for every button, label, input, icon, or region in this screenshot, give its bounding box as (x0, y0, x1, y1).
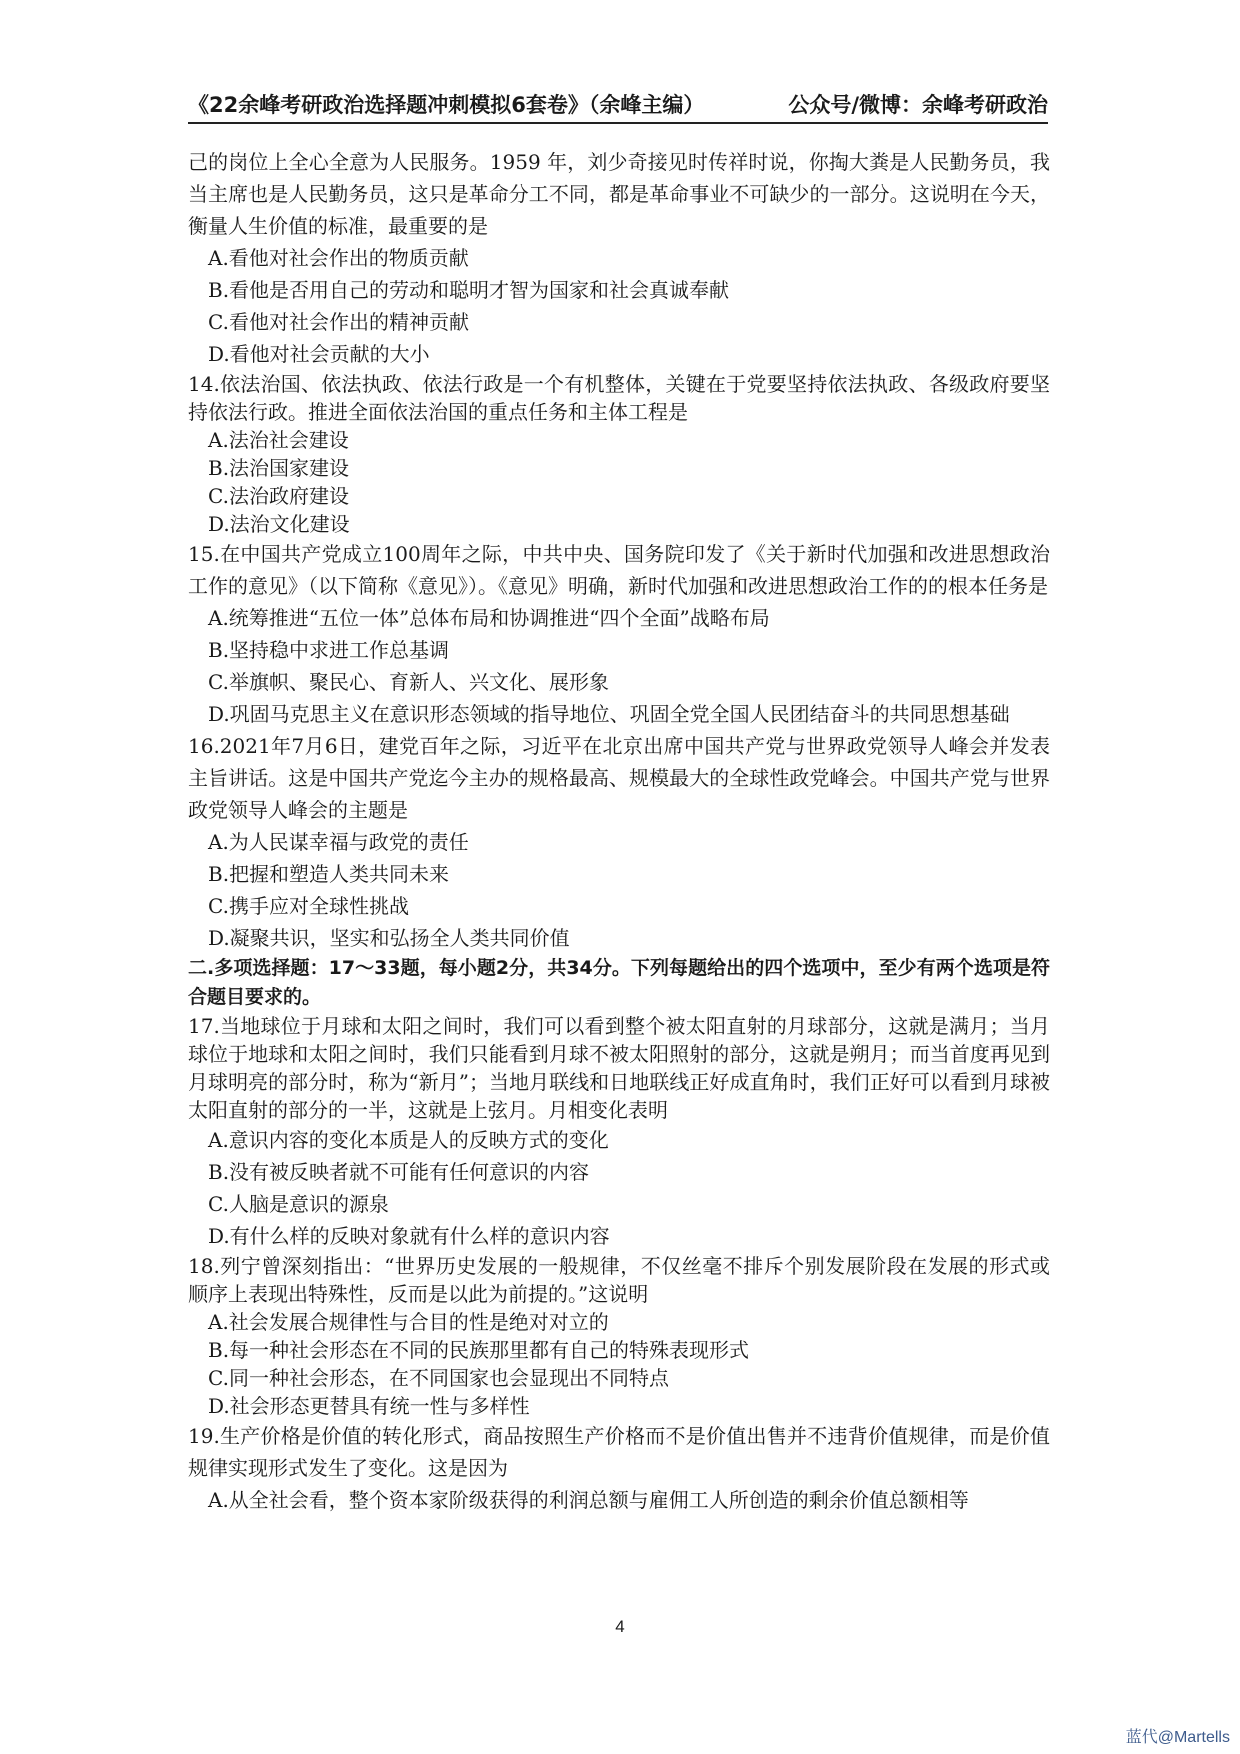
header-account: 公众号/微博：余峰考研政治 (788, 93, 1048, 117)
q18-option-b: B.每一种社会形态在不同的民族那里都有自己的特殊表现形式 (208, 1338, 750, 1362)
q15-option-a: A.统筹推进“五位一体”总体布局和协调推进“四个全面”战略布局 (208, 606, 770, 630)
document-body (188, 146, 1050, 1516)
q18-option-d: D.社会形态更替具有统一性与多样性 (208, 1394, 530, 1418)
q17-stem: 17.当地球位于月球和太阳之间时，我们可以看到整个被太阳直射的月球部分，这就是满月；当月球位于地球和太阳之间时，我们只能看到月球不被太阳照射的部分，这就是朔月；而当首度再见到月球明亮的部分时，称为“新月”；当地月联线和日地联线正好成直角时，我们正好可以看到月球被太阳直射的部分的一半，这就是上弦月。月相变化表明 (188, 1014, 1050, 1122)
q14-option-c: C.法治政府建设 (208, 484, 349, 508)
q14-option-b: B.法治国家建设 (208, 456, 350, 480)
q16-option-d: D.凝聚共识，坚实和弘扬全人类共同价值 (208, 926, 570, 950)
q15-option-c: C.举旗帜、聚民心、育新人、兴文化、展形象 (208, 670, 609, 694)
q15-option-d: D.巩固马克思主义在意识形态领域的指导地位、巩固全党全国人民团结奋斗的共同思想基础 (208, 702, 1010, 726)
q13-option-d: D.看他对社会贡献的大小 (208, 342, 430, 366)
q18-option-c: C.同一种社会形态，在不同国家也会显现出不同特点 (208, 1366, 669, 1390)
q14-option-d: D.法治文化建设 (208, 512, 350, 536)
q18-option-a: A.社会发展合规律性与合目的性是绝对对立的 (208, 1310, 609, 1334)
q17-option-b: B.没有被反映者就不可能有任何意识的内容 (208, 1160, 590, 1184)
watermark: 蓝代@Martells (1125, 1729, 1230, 1746)
q14-option-a: A.法治社会建设 (208, 428, 349, 452)
q18-stem: 18.列宁曾深刻指出：“世界历史发展的一般规律，不仅丝毫不排斥个别发展阶段在发展的形式或顺序上表现出特殊性，反而是以此为前提的。”这说明 (188, 1254, 1050, 1306)
q17-option-a: A.意识内容的变化本质是人的反映方式的变化 (208, 1128, 609, 1152)
q17-option-c: C.人脑是意识的源泉 (208, 1192, 389, 1216)
q13-option-b: B.看他是否用自己的劳动和聪明才智为国家和社会真诚奉献 (208, 278, 730, 302)
q15-stem: 15.在中国共产党成立100周年之际，中共中央、国务院印发了《关于新时代加强和改进思想政治工作的意见》（以下简称《意见》）。《意见》明确，新时代加强和改进思想政治工作的的根本任务是 (188, 542, 1050, 598)
q15-option-b: B.坚持稳中求进工作总基调 (208, 638, 450, 662)
q16-stem: 16.2021年7月6日，建党百年之际，习近平在北京出席中国共产党与世界政党领导人峰会并发表主旨讲话。这是中国共产党迄今主办的规格最高、规模最大的全球性政党峰会。中国共产党与世界政党领导人峰会的主题是 (188, 734, 1050, 822)
page-header (188, 88, 1048, 124)
q19-option-a: A.从全社会看，整个资本家阶级获得的利润总额与雇佣工人所创造的剩余价值总额相等 (208, 1488, 969, 1512)
q16-option-a: A.为人民谋幸福与政党的责任 (208, 830, 469, 854)
q19-stem: 19.生产价格是价值的转化形式，商品按照生产价格而不是价值出售并不违背价值规律，而是价值规律实现形式发生了变化。这是因为 (188, 1424, 1050, 1480)
page-number: 4 (615, 1617, 625, 1636)
q14-stem: 14.依法治国、依法执政、依法行政是一个有机整体，关键在于党要坚持依法执政、各级政府要坚持依法行政。推进全面依法治国的重点任务和主体工程是 (188, 372, 1050, 424)
q13-option-a: A.看他对社会作出的物质贡献 (208, 246, 469, 270)
q13-stem: 己的岗位上全心全意为人民服务。1959 年，刘少奇接见时传祥时说，你掏大粪是人民勤务员，我当主席也是人民勤务员，这只是革命分工不同，都是革命事业不可缺少的一部分。这说明在今天，衡量人生价值的标准，最重要的是 (188, 150, 1050, 238)
section-2-heading: 二.多项选择题：17～33题，每小题2分，共34分。下列每题给出的四个选项中，至少有两个选项是符合题目要求的。 (188, 957, 1050, 1008)
q13-option-c: C.看他对社会作出的精神贡献 (208, 310, 469, 334)
q16-option-c: C.携手应对全球性挑战 (208, 894, 409, 918)
header-title: 《22余峰考研政治选择题冲刺模拟6套卷》（余峰主编） (188, 93, 705, 117)
q17-option-d: D.有什么样的反映对象就有什么样的意识内容 (208, 1224, 610, 1248)
q16-option-b: B.把握和塑造人类共同未来 (208, 862, 450, 886)
